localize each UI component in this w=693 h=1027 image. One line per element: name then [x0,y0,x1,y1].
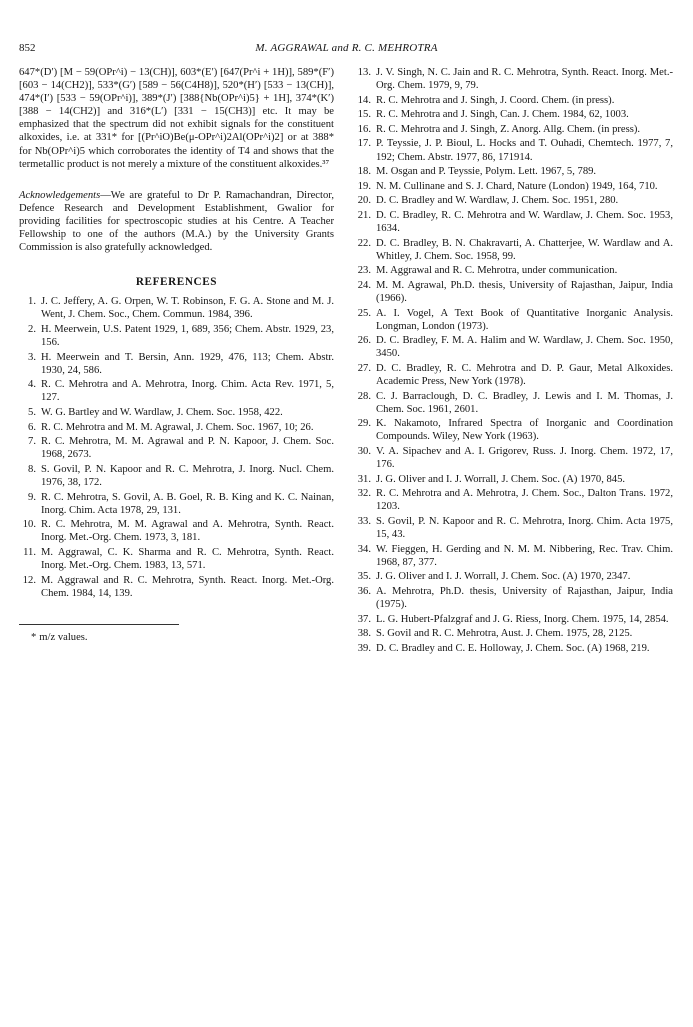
reference-text: A. I. Vogel, A Text Book of Quantitative Inorganic Analysis. Longman, London (1973). [376,307,673,332]
reference-text: R. C. Mehrotra and A. Mehrotra, Inorg. Chim. Acta Rev. 1971, 5, 127. [41,379,334,404]
reference-number: 6. [28,421,36,433]
reference-item [19,295,334,321]
reference-text: H. Meerwein, U.S. Patent 1929, 1, 689, 356; Chem. Abstr. 1929, 23, 156. [41,324,334,349]
reference-number: 25. [357,307,371,319]
reference-item [19,323,334,349]
reference-number: 26. [357,335,371,347]
reference-text: D. C. Bradley, F. M. A. Halim and W. Wardlaw, J. Chem. Soc. 1950, 3450. [376,335,673,360]
reference-item [354,279,673,305]
reference-number: 14. [357,94,371,106]
acknowledgements [19,189,334,254]
reference-number: 15. [357,109,371,121]
reference-text: J. V. Singh, N. C. Jain and R. C. Mehrotra, Synth. React. Inorg. Met.-Org. Chem. 1979, 9, 79. [376,67,673,92]
reference-text: H. Meerwein and T. Bersin, Ann. 1929, 476, 113; Chem. Abstr. 1930, 24, 586. [41,351,334,376]
reference-number: 4. [28,379,36,391]
reference-item [354,137,673,163]
reference-item [354,642,673,655]
references-heading: REFERENCES [135,276,218,289]
reference-text: M. M. Agrawal, Ph.D. thesis, University of Rajasthan, Jaipur, India (1966). [376,279,673,304]
reference-number: 28. [357,390,371,402]
reference-item [19,574,334,600]
acknowledgements-label: Acknowledgements [19,189,101,201]
references-list-right [354,66,673,655]
reference-text: R. C. Mehrotra, M. M. Agrawal and P. N. Kapoor, J. Chem. Soc. 1968, 2673. [41,436,334,461]
reference-text: R. C. Mehrotra and A. Mehrotra, J. Chem. Soc., Dalton Trans. 1972, 1203. [376,488,673,513]
reference-number: 39. [357,642,371,654]
reference-text: R. C. Mehrotra and J. Singh, Can. J. Chem. 1984, 62, 1003. [376,109,629,121]
reference-item [354,66,673,92]
reference-text: R. C. Mehrotra and M. M. Agrawal, J. Chem. Soc. 1967, 10; 26. [41,421,314,433]
reference-text: W. Fieggen, H. Gerding and N. M. M. Nibbering, Rec. Trav. Chim. 1968, 87, 377. [376,543,673,568]
reference-number: 27. [357,362,371,374]
reference-item [354,627,673,640]
reference-number: 3. [28,351,36,363]
reference-text: M. Osgan and P. Teyssie, Polym. Lett. 1967, 5, 789. [376,166,597,178]
reference-item [354,487,673,513]
reference-number: 10. [22,519,36,531]
reference-text: M. Aggrawal and R. C. Mehrotra, under communication. [376,265,618,277]
reference-number: 36. [357,585,371,597]
reference-text: D. C. Bradley and W. Wardlaw, J. Chem. Soc. 1951, 280. [376,195,619,207]
reference-number: 24. [357,279,371,291]
references-list-left [19,295,334,600]
reference-number: 32. [357,488,371,500]
reference-item [354,613,673,626]
reference-number: 38. [357,628,371,640]
reference-text: R. C. Mehrotra and J. Singh, Z. Anorg. Allg. Chem. (in press). [376,123,641,135]
reference-number: 33. [357,516,371,527]
reference-item [19,463,334,489]
reference-item [19,351,334,377]
reference-item [19,421,334,434]
reference-text: M. Aggrawal, C. K. Sharma and R. C. Mehrotra, Synth. React. Inorg. Met.-Org. Chem. 1983, 13, 571. [41,547,334,572]
reference-text: J. G. Oliver and I. J. Worrall, J. Chem. Soc. (A) 1970, 2347. [376,571,631,583]
reference-text: D. C. Bradley, B. N. Chakravarti, A. Chatterjee, W. Wardlaw and A. Whitley, J. Chem. Soc. 1958, 99. [376,237,673,262]
reference-text: M. Aggrawal and R. C. Mehrotra, Synth. React. Inorg. Met.-Org. Chem. 1984, 14, 139. [41,574,334,599]
reference-number: 2. [28,324,36,335]
reference-item [19,378,334,404]
reference-text: C. J. Barraclough, D. C. Bradley, J. Lewis and I. M. Thomas, J. Chem. Soc. 1961, 2601. [376,390,673,415]
reference-number: 16. [357,123,371,135]
reference-text: S. Govil, P. N. Kapoor and R. C. Mehrotra, J. Inorg. Nucl. Chem. 1976, 38, 172. [41,463,334,489]
reference-text: R. C. Mehrotra and J. Singh, J. Coord. Chem. (in press). [376,94,615,106]
footnote-mark: * [31,631,37,643]
reference-item [354,237,673,263]
reference-number: 19. [357,180,371,192]
reference-number: 37. [357,613,371,625]
reference-number: 30. [357,446,371,458]
reference-item [19,491,334,517]
reference-text: W. G. Bartley and W. Wardlaw, J. Chem. Soc. 1958, 422. [41,407,283,419]
reference-text: J. G. Oliver and I. J. Worrall, J. Chem. Soc. (A) 1970, 845. [376,473,626,485]
reference-number: 35. [357,571,371,583]
reference-number: 12. [22,574,36,586]
reference-number: 7. [28,436,36,448]
reference-number: 20. [357,195,371,207]
reference-number: 23. [357,265,371,277]
reference-item [354,585,673,611]
left-column [19,66,334,644]
reference-text: N. M. Cullinane and S. J. Chard, Nature (London) 1949, 164, 710. [376,180,658,192]
reference-number: 11. [23,547,36,558]
reference-number: 34. [357,543,371,555]
reference-text: L. G. Hubert-Pfalzgraf and J. G. Riess, Inorg. Chem. 1975, 14, 2854. [376,613,669,625]
reference-number: 17. [357,138,371,150]
reference-text: D. C. Bradley, R. C. Mehrotra and D. P. Gaur, Metal Alkoxides. Academic Press, New York (1978). [376,362,673,388]
page-header [0,42,693,58]
reference-number: 9. [28,491,36,503]
footnote-rule [19,624,179,625]
reference-text: S. Govil and R. C. Mehrotra, Aust. J. Chem. 1975, 28, 2125. [376,628,633,640]
reference-text: V. A. Sipachev and A. I. Grigorev, Russ. J. Inorg. Chem. 1972, 17, 176. [376,446,673,471]
reference-text: J. C. Jeffery, A. G. Orpen, W. T. Robinson, F. G. A. Stone and M. J. Went, J. Chem. Soc., Chem. Commun. 1984, 396. [41,296,334,321]
reference-number: 5. [28,407,36,419]
reference-item [354,362,673,388]
reference-item [354,108,673,121]
reference-number: 21. [357,209,371,221]
reference-item [354,390,673,416]
reference-item [19,546,334,572]
reference-item [354,180,673,193]
reference-item [354,417,673,443]
reference-text: S. Govil, P. N. Kapoor and R. C. Mehrotra, Inorg. Chim. Acta 1975, 15, 43. [376,516,673,541]
reference-text: K. Nakamoto, Infrared Spectra of Inorganic and Coordination Compounds. Wiley, New York (1963). [376,418,673,443]
reference-item [354,570,673,583]
reference-number: 1. [28,296,36,308]
right-column [354,66,673,656]
reference-number: 18. [357,166,371,178]
reference-text: D. C. Bradley, R. C. Mehrotra and W. Wardlaw, J. Chem. Soc. 1953, 1634. [376,209,673,235]
reference-item [354,445,673,471]
reference-number: 29. [357,418,371,430]
reference-number: 22. [357,237,371,249]
reference-text: P. Teyssie, J. P. Bioul, L. Hocks and T. Ouhadi, Chemtech. 1977, 7, 192; Chem. Abstr. 1977, 86, 171914. [376,138,673,163]
reference-item [19,518,334,544]
reference-item [354,543,673,569]
reference-text: A. Mehrotra, Ph.D. thesis, University of Rajasthan, Jaipur, India (1975). [376,585,673,611]
reference-item [354,165,673,178]
page-number: 852 [19,42,36,54]
reference-item [354,264,673,277]
reference-item [354,194,673,207]
reference-text: R. C. Mehrotra, M. M. Agrawal and A. Mehrotra, Synth. React. Inorg. Met.-Org. Chem. 1973, 3, 181. [41,519,334,544]
reference-item [354,123,673,136]
reference-item [354,209,673,235]
reference-item [354,515,673,541]
body-paragraph: 647*(D′) [M − 59(OPr^i) − 13(CH)], 603*(E′) [647(Pr^i + 1H)], 589*(F′) [603 − 14(CH2)], 533*(G′) [589 − 56(C4H8)], 520*(H′) [533 − 13(CH)], 474*(I′) [533 − 59(OPr^i)], 389*(J′) [388{Nb(OPr^i)5} + 1H], 374*(K′) [388 − 14(CH2)] and 316*(L′) [331 − 15(CH3)] etc. It may be emphasized that the spectrum did not exhibit signals for the constituent alkoxides, i.e. at 331* for [(Pr^iO)Be(μ-OPr^i)2Al(OPr^i)2] or at 388* for Nb(OPr^i)5 which corroborates the identity of T4 and shows that the termetallic product is not merely a mixture of the constituent alkoxides.³⁷ [19,67,334,170]
footnote-text: m/z values. [39,631,88,643]
footnote [19,631,334,644]
running-head: M. AGGRAWAL and R. C. MEHROTRA [255,42,438,54]
reference-number: 13. [357,67,371,78]
reference-item [354,473,673,486]
reference-text: D. C. Bradley and C. E. Holloway, J. Chem. Soc. (A) 1968, 219. [376,642,650,654]
reference-number: 31. [357,473,371,485]
acknowledgements-text: —We are grateful to Dr P. Ramachandran, Director, Defence Research and Development Establishment, Gwalior for providing facilities for spectroscopic studies at his Centre. A Teacher Fellowship to one of the authors (M.A.) by the University Grants Commission is also gratefully acknowledged. [19,189,334,254]
reference-item [19,406,334,419]
reference-number: 8. [28,463,36,475]
reference-item [19,435,334,461]
reference-item [354,94,673,107]
reference-text: R. C. Mehrotra, S. Govil, A. B. Goel, R. B. King and K. C. Nainan, Inorg. Chim. Acta 1978, 29, 131. [41,491,334,516]
reference-item [354,334,673,360]
reference-item [354,307,673,333]
